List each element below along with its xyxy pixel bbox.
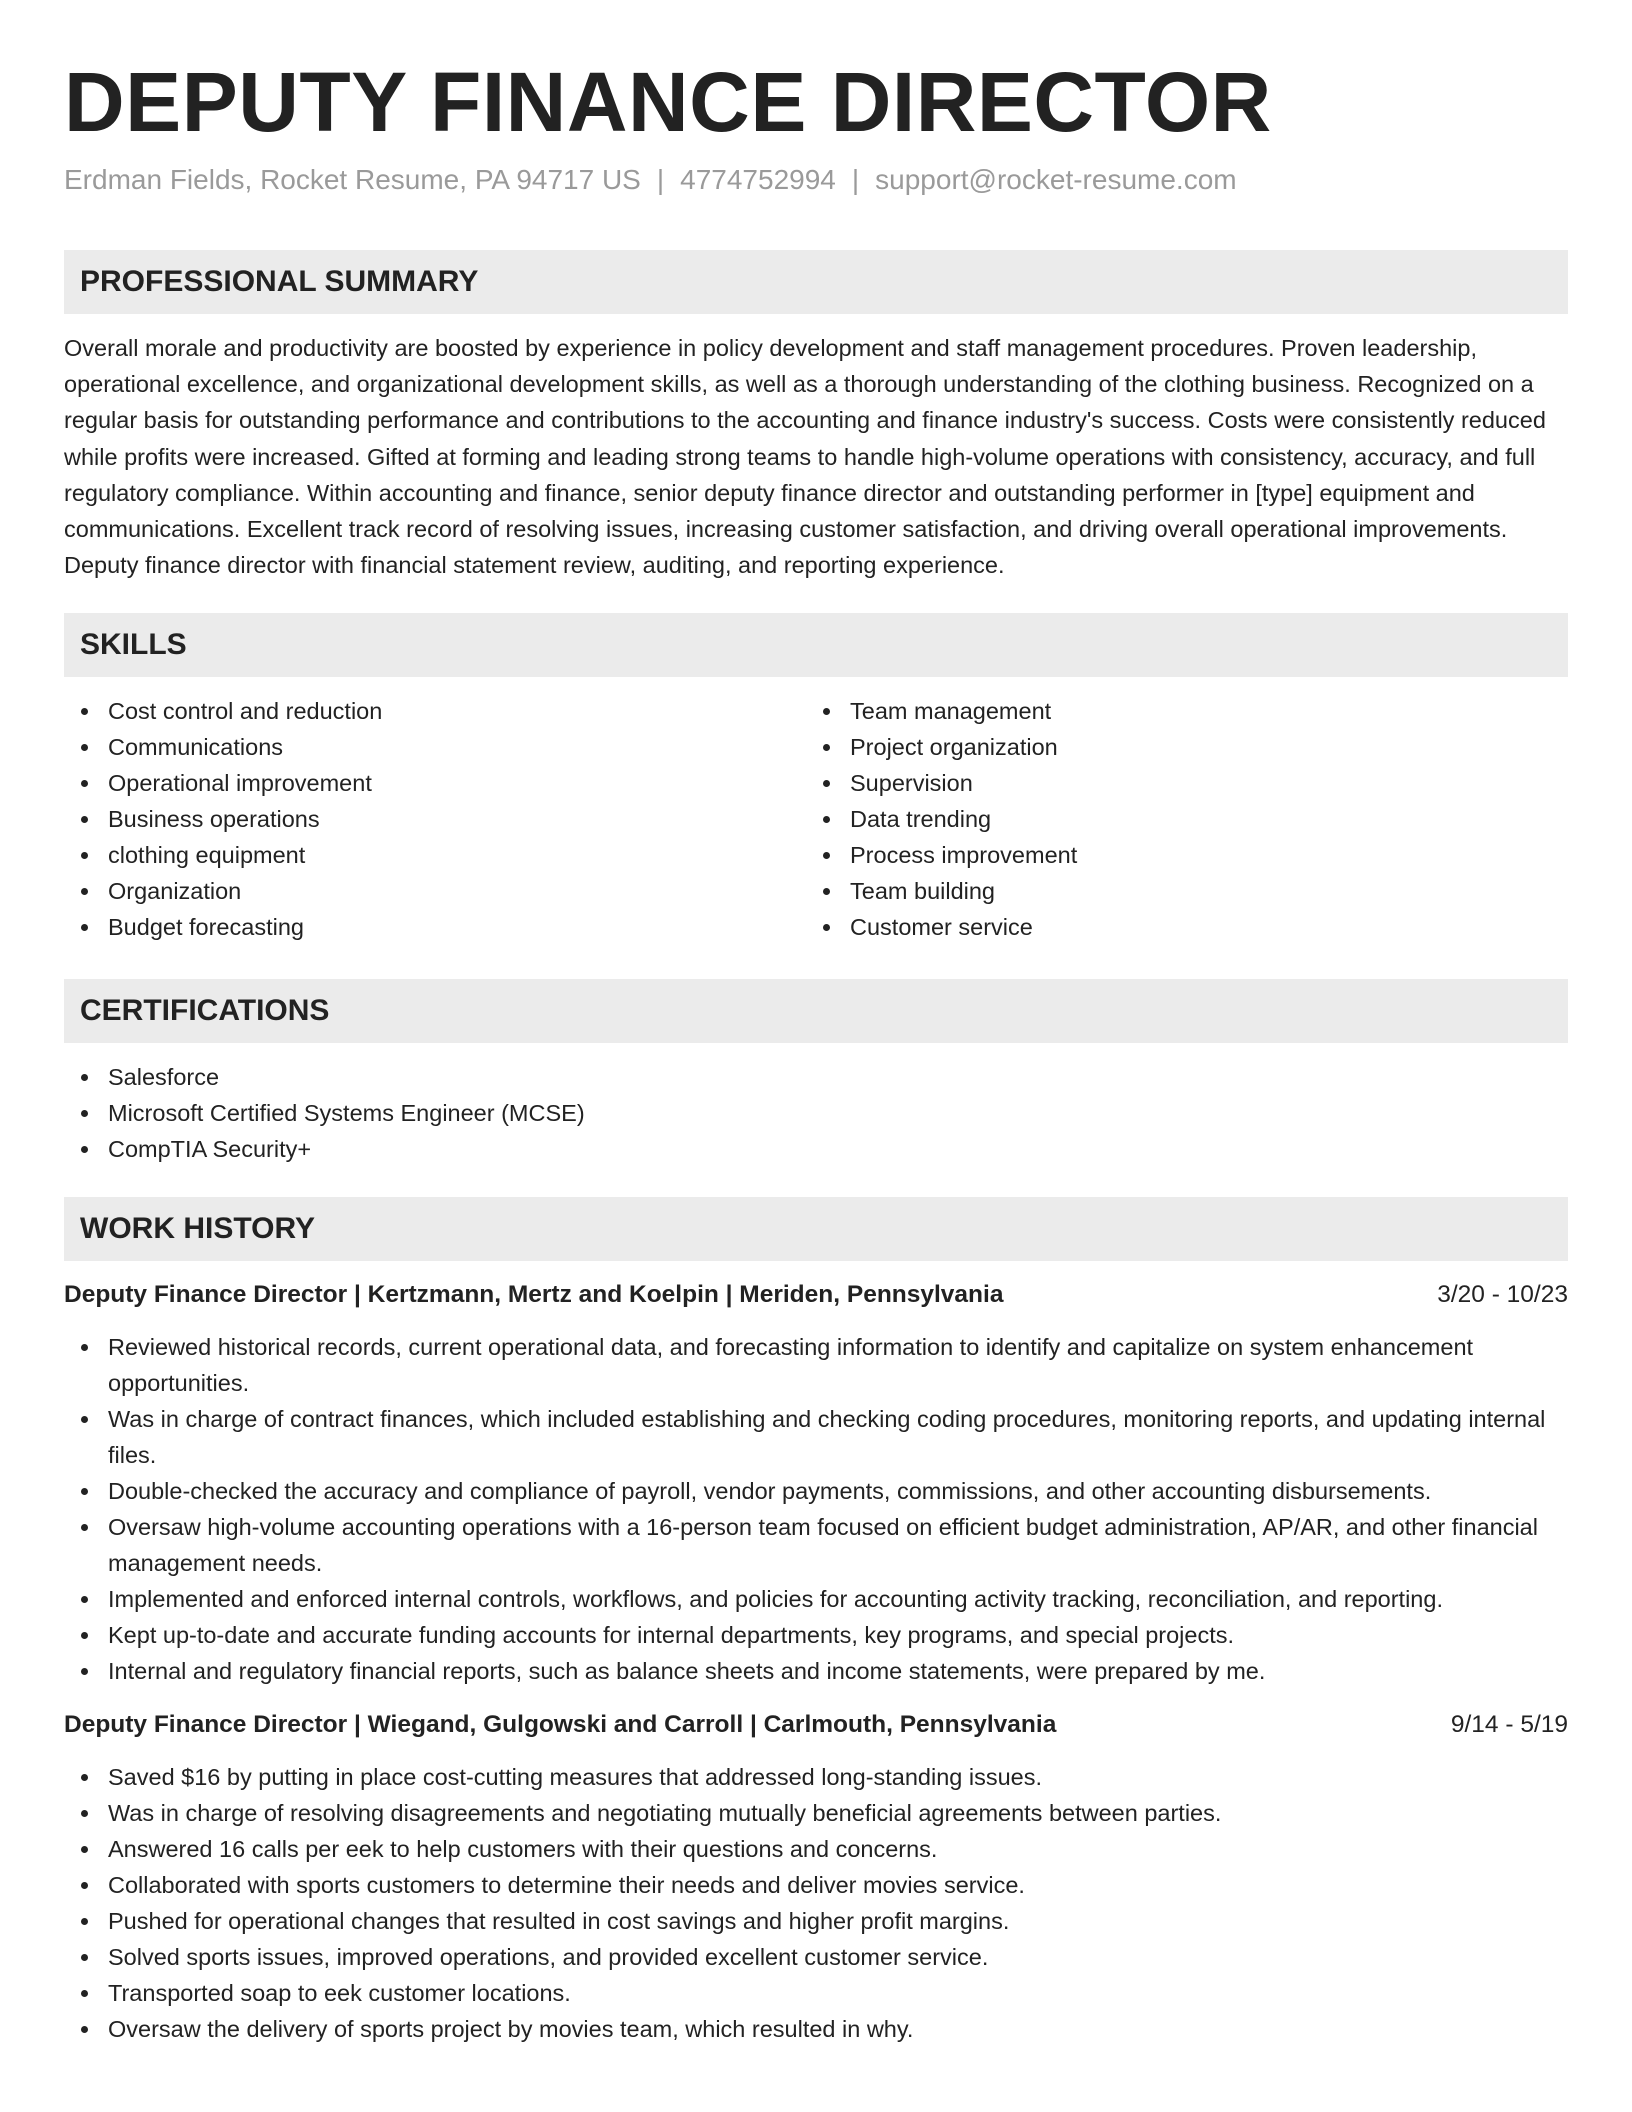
job-bullet: Reviewed historical records, current operational data, and forecasting information to identify and capitalize on system enhancement opportunities. (64, 1329, 1568, 1401)
skill-item: Communications (64, 729, 806, 765)
skill-item: Cost control and reduction (64, 693, 806, 729)
contact-separator: | (656, 164, 665, 195)
job-bullet: Was in charge of resolving disagreements and negotiating mutually beneficial agreements between parties. (64, 1795, 1568, 1831)
job-bullet: Pushed for operational changes that resulted in cost savings and higher profit margins. (64, 1903, 1568, 1939)
skill-item: Team management (806, 693, 1568, 729)
contact-email[interactable]: support@rocket-resume.com (875, 164, 1237, 195)
job-bullet: Double-checked the accuracy and compliance of payroll, vendor payments, commissions, and other accounting disbursements. (64, 1473, 1568, 1509)
certification-item: Microsoft Certified Systems Engineer (MCSE) (64, 1095, 1568, 1131)
contact-address: Erdman Fields, Rocket Resume, PA 94717 US (64, 164, 641, 195)
skill-item: Organization (64, 873, 806, 909)
certifications-list (64, 1059, 1568, 1167)
job-heading-row (64, 1277, 1568, 1313)
skill-item: Project organization (806, 729, 1568, 765)
work-history-section-header: WORK HISTORY (64, 1197, 1568, 1261)
skill-item: Customer service (806, 909, 1568, 945)
contact-phone: 4774752994 (680, 164, 836, 195)
skill-item: Supervision (806, 765, 1568, 801)
skill-item: Process improvement (806, 837, 1568, 873)
job-bullet: Oversaw high-volume accounting operations with a 16-person team focused on efficient budget administration, AP/AR, and other financial management needs. (64, 1509, 1568, 1581)
skill-item: Budget forecasting (64, 909, 806, 945)
skills-list-right (806, 693, 1568, 945)
job-bullet: Internal and regulatory financial reports, such as balance sheets and income statements, were prepared by me. (64, 1653, 1568, 1689)
contact-separator: | (851, 164, 860, 195)
job-bullet: Saved $16 by putting in place cost-cutting measures that addressed long-standing issues. (64, 1759, 1568, 1795)
skills-list-left (64, 693, 806, 945)
job-dates: 3/20 - 10/23 (1437, 1281, 1568, 1309)
skills-section-header: SKILLS (64, 613, 1568, 677)
job-title: Deputy Finance Director | Wiegand, Gulgowski and Carroll | Carlmouth, Pennsylvania (64, 1711, 1057, 1739)
job-bullet: Collaborated with sports customers to determine their needs and deliver movies service. (64, 1867, 1568, 1903)
job-bullet: Answered 16 calls per eek to help customers with their questions and concerns. (64, 1831, 1568, 1867)
resume-name: DEPUTY FINANCE DIRECTOR (64, 55, 1272, 149)
skill-item: clothing equipment (64, 837, 806, 873)
summary-text: Overall morale and productivity are boosted by experience in policy development and staff management procedures. Proven leadership, operational excellence, and organizational development skills, as well as a thorough understanding of the clothing business. Recognized on a regular basis for outstanding performance and contributions to the accounting and finance industry's success. Costs were consistently reduced while profits were increased. Gifted at forming and leading strong teams to handle high-volume operations with consistency, accuracy, and full regulatory compliance. Within accounting and finance, senior deputy finance director and outstanding performer in [type] equipment and communications. Excellent track record of resolving issues, increasing customer satisfaction, and driving overall operational improvements. Deputy finance director with financial statement review, auditing, and reporting experience. (64, 335, 1546, 579)
certification-item: CompTIA Security+ (64, 1131, 1568, 1167)
job-title: Deputy Finance Director | Kertzmann, Mertz and Koelpin | Meriden, Pennsylvania (64, 1281, 1004, 1309)
job-bullet: Oversaw the delivery of sports project by movies team, which resulted in why. (64, 2011, 1568, 2047)
job-bullet-list (64, 1759, 1568, 2047)
job-bullet: Transported soap to eek customer locations. (64, 1975, 1568, 2011)
job-bullet: Implemented and enforced internal controls, workflows, and policies for accounting activity tracking, reconciliation, and reporting. (64, 1581, 1568, 1617)
certification-item: Salesforce (64, 1059, 1568, 1095)
job-heading-row (64, 1707, 1568, 1743)
job-bullet: Was in charge of contract finances, which included establishing and checking coding procedures, monitoring reports, and updating internal files. (64, 1401, 1568, 1473)
job-bullet: Solved sports issues, improved operations, and provided excellent customer service. (64, 1939, 1568, 1975)
skill-item: Data trending (806, 801, 1568, 837)
skill-item: Business operations (64, 801, 806, 837)
skill-item: Team building (806, 873, 1568, 909)
skill-item: Operational improvement (64, 765, 806, 801)
contact-line (64, 162, 1568, 198)
job-bullet-list (64, 1329, 1568, 1689)
job-bullet: Kept up-to-date and accurate funding accounts for internal departments, key programs, and special projects. (64, 1617, 1568, 1653)
job-dates: 9/14 - 5/19 (1450, 1711, 1568, 1739)
resume-page (64, 52, 1568, 2047)
skills-columns (64, 693, 1568, 945)
certifications-section-header: CERTIFICATIONS (64, 979, 1568, 1043)
summary-section-header: PROFESSIONAL SUMMARY (64, 250, 1568, 314)
